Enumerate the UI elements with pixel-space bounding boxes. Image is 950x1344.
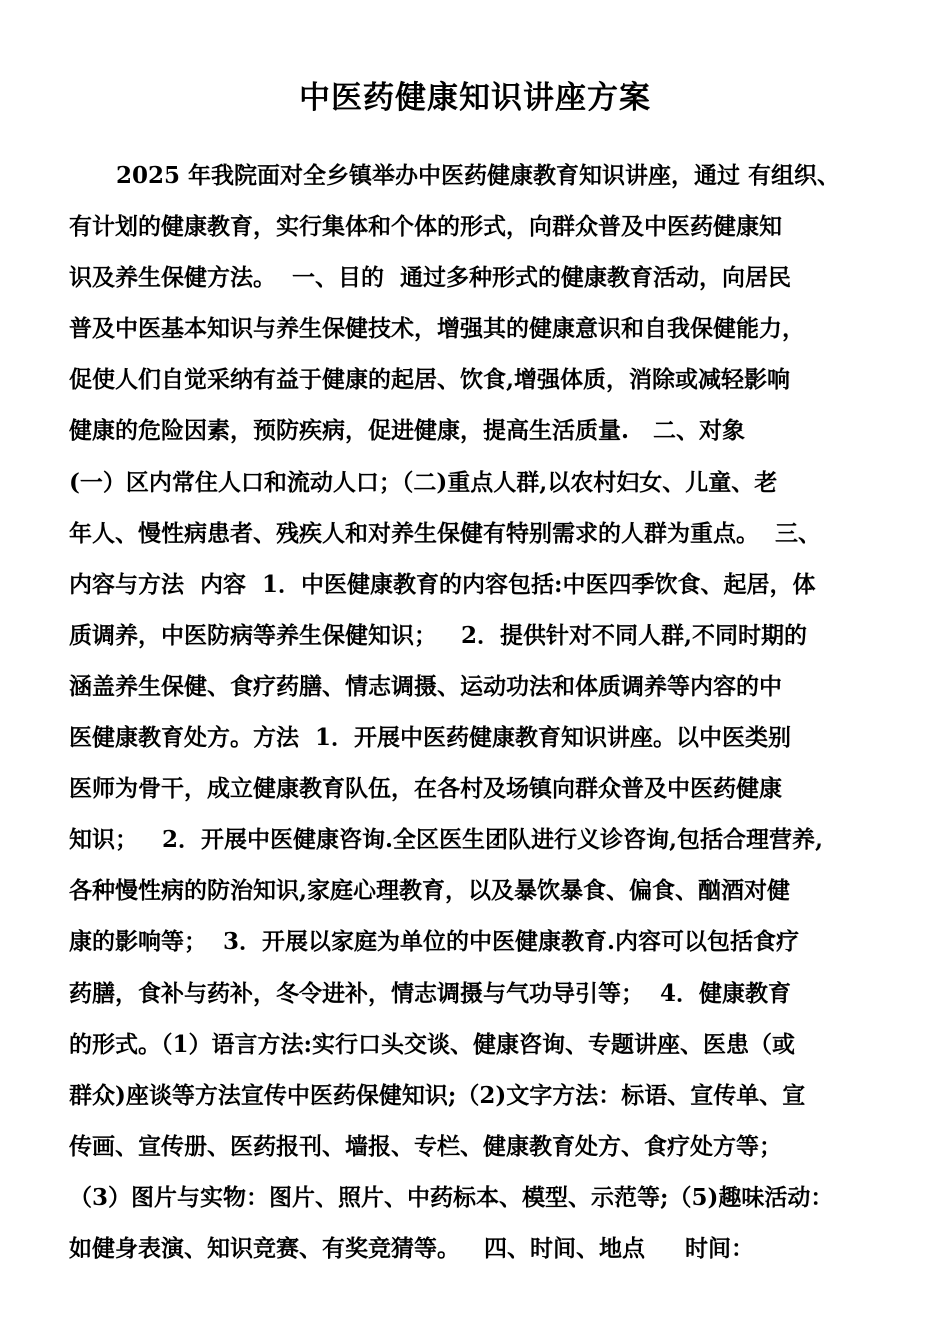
body-line: 内容与方法 内容 1．中医健康教育的内容包括:中医四季饮食、起居，体 — [69, 570, 816, 598]
body-line: 促使人们自觉采纳有益于健康的起居、饮食,增强体质，消除或减轻影响 — [69, 366, 791, 394]
body-line: 医师为骨干，成立健康教育队伍，在各村及场镇向群众普及中医药健康 — [69, 775, 782, 803]
document-title: 中医药健康知识讲座方案 — [299, 80, 651, 116]
document-body — [69, 150, 882, 1274]
body-line: 药膳，食补与药补，冬令进补，情志调摄与气功导引等； 4．健康教育 — [69, 979, 792, 1007]
body-line: 传画、宣传册、医药报刊、墙报、专栏、健康教育处方、食疗处方等； — [69, 1132, 782, 1160]
body-line: 知识； 2．开展中医健康咨询.全区医生团队进行义诊咨询,包括合理营养, — [69, 826, 824, 854]
body-line: 群众)座谈等方法宣传中医药保健知识;（2)文字方法：标语、宣传单、宣 — [69, 1081, 806, 1109]
body-line: 的形式。（1）语言方法:实行口头交谈、健康咨询、专题讲座、医患（或 — [69, 1030, 795, 1058]
body-line: 有计划的健康教育，实行集体和个体的形式，向群众普及中医药健康知 — [69, 213, 782, 241]
body-line: 各种慢性病的防治知识,家庭心理教育，以及暴饮暴食、偏食、酗酒对健 — [69, 877, 791, 905]
body-line: 如健身表演、知识竞赛、有奖竞猜等。 四、时间、地点 时间： — [69, 1234, 755, 1262]
body-line: 2025 年我院面对全乡镇举办中医药健康教育知识讲座，通过 有组织、 — [116, 162, 841, 189]
body-line: 质调养，中医防病等养生保健知识； 2．提供针对不同人群,不同时期的 — [69, 621, 808, 649]
body-line: 健康的危险因素，预防疾病，促进健康，提高生活质量. 二、对象 — [69, 417, 746, 445]
body-line: 年人、慢性病患者、残疾人和对养生保健有特别需求的人群为重点。 三、 — [69, 519, 822, 547]
body-line: 医健康教育处方。方法 1．开展中医药健康教育知识讲座。以中医类别 — [69, 724, 792, 752]
body-line: （3）图片与实物：图片、照片、中药标本、模型、示范等;（5)趣味活动： — [69, 1183, 834, 1211]
body-line: (一）区内常住人口和流动人口；（二)重点人群,以农村妇女、儿童、老 — [69, 468, 778, 496]
body-line: 涵盖养生保健、食疗药膳、情志调摄、运动功法和体质调养等内容的中 — [69, 672, 782, 700]
body-line: 识及养生保健方法。 一、目的 通过多种形式的健康教育活动，向居民 — [69, 264, 792, 292]
body-line: 康的影响等； 3．开展以家庭为单位的中医健康教育.内容可以包括食疗 — [69, 928, 800, 956]
body-line: 普及中医基本知识与养生保健技术，增强其的健康意识和自我保健能力， — [69, 315, 805, 343]
